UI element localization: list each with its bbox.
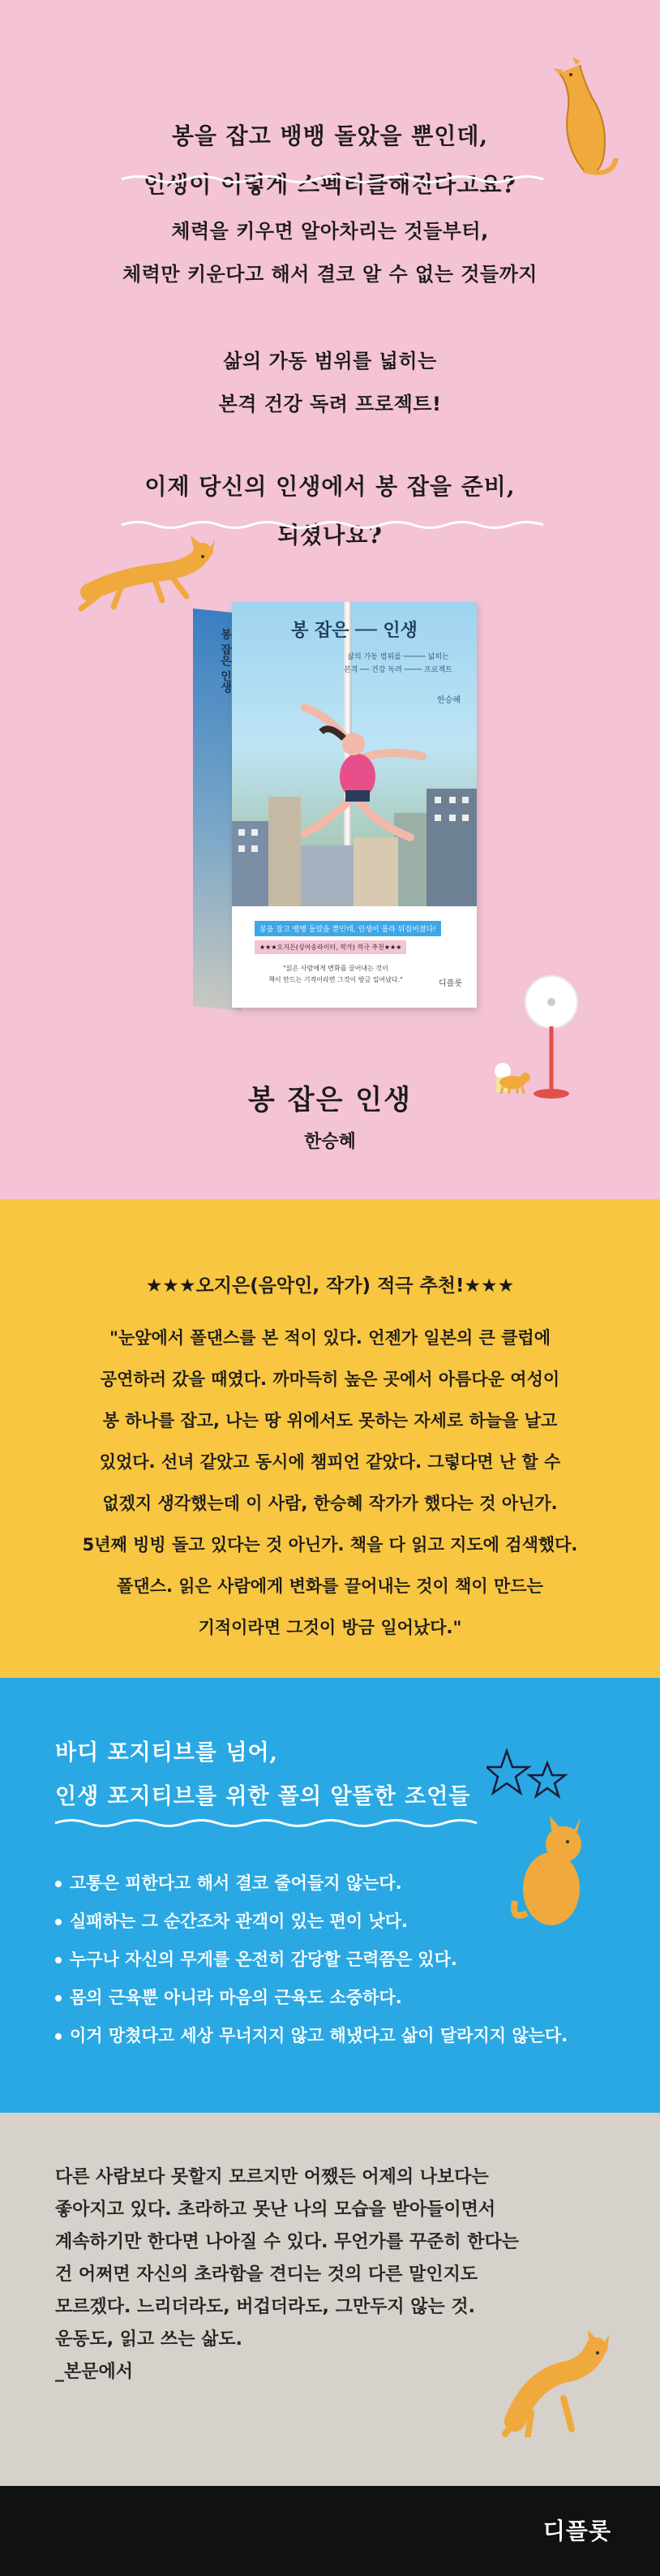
list-item xyxy=(55,2017,568,2055)
hero-cta-line: 이제 당신의 인생에서 봉 잡을 준비, xyxy=(144,473,516,500)
book-cover-title: 봉 잡은 ── 인생 xyxy=(291,620,418,641)
recommendation-quote-line: 5년째 빙빙 돌고 있다는 것 아닌가. 책을 다 읽고 지도에 검색했다. xyxy=(82,1535,578,1555)
bullet-icon xyxy=(55,1995,62,2002)
recommendation-header: ★★★오지은(음악인, 작가) 적극 추천!★★★ xyxy=(145,1275,515,1297)
advice-item-text: 고통은 피한다고 해서 결코 줄어들지 않는다. xyxy=(70,1873,402,1893)
hero-headline-line: 인생이 이렇게 스펙터클해진다고요? xyxy=(144,171,516,198)
bullet-icon xyxy=(55,2033,62,2040)
book-title: 봉 잡은 인생 xyxy=(248,1084,412,1116)
recommendation-quote-line: 폴댄스. 읽은 사람에게 변화를 끌어내는 것이 책이 만드는 xyxy=(117,1576,543,1596)
advice-item-text: 누구나 자신의 무게를 온전히 감당할 근력쯤은 있다. xyxy=(70,1950,457,1969)
excerpt-line: 운동도, 읽고 쓰는 삶도. xyxy=(55,2329,242,2350)
excerpt-line: 건 어쩌면 자신의 초라함을 견디는 것의 다른 말인지도 xyxy=(55,2264,478,2285)
list-item xyxy=(55,1903,568,1941)
book-band-publisher: 디플롯 xyxy=(439,979,462,988)
recommendation-quote-line: 봉 하나를 잡고, 나는 땅 위에서도 못하는 자세로 하늘을 날고 xyxy=(102,1411,558,1430)
book-band-badge: 봉을 잡고 뱅뱅 돌았을 뿐인데, 인생이 몰라 뒤집어졌다! xyxy=(255,921,441,936)
excerpt-line: 계속하기만 한다면 나아질 수 있다. 무언가를 꾸준히 한다는 xyxy=(55,2232,520,2252)
excerpt-section xyxy=(0,2113,660,2486)
list-item xyxy=(55,1979,568,2017)
hero-paragraph-line: 체력을 키우면 알아차리는 것들부터, xyxy=(171,220,489,243)
book-cover-subtitle-line: 본격 ── 건강 독려 ──── 프로젝트 xyxy=(344,666,452,674)
hero-headline-line: 봉을 잡고 뱅뱅 돌았을 뿐인데, xyxy=(171,123,489,149)
recommendation-section xyxy=(0,1199,660,1678)
advice-item-text: 몸의 근육뿐 아니라 마음의 근육도 소중하다. xyxy=(70,1988,402,2007)
recommendation-quote-line: 있었다. 선녀 같았고 동시에 챔피언 같았다. 그렇다면 난 할 수 xyxy=(99,1452,561,1472)
excerpt-source: _본문에서 xyxy=(55,2362,134,2382)
recommendation-quote-line: 없겠지 생각했는데 이 사람, 한승혜 작가가 했다는 것 아닌가. xyxy=(102,1494,558,1513)
book-band-quote-line: "읽은 사람에게 변화를 끌어내는 것이 xyxy=(283,965,388,972)
book-spine-title: 봉 잡은 인생 xyxy=(219,627,232,694)
hero-paragraph-line: 삶의 가동 범위를 넓히는 xyxy=(223,350,437,372)
hero-headline xyxy=(0,112,660,209)
hero-section xyxy=(0,0,660,1199)
advice-heading-line: 바디 포지티브를 넘어, xyxy=(55,1740,278,1765)
excerpt-line: 좋아지고 있다. 초라하고 못난 나의 모습을 받아들이면서 xyxy=(55,2200,496,2220)
book-cover-subtitle xyxy=(329,651,467,677)
cat-illustration xyxy=(73,527,219,617)
book-band-quote-line: 책이 만드는 기적이라면 그것이 방금 일어났다." xyxy=(268,976,403,983)
advice-item-text: 이거 망쳤다고 세상 무너지지 않고 해냈다고 삶이 달라지지 않는다. xyxy=(70,2026,568,2045)
excerpt-line: 다른 사람보다 못할지 모르지만 어쨌든 어제의 나보다는 xyxy=(55,2167,489,2187)
stars-doodle-icon xyxy=(486,1743,576,1816)
bullet-icon xyxy=(55,1957,62,1963)
list-item xyxy=(55,1864,568,1903)
hero-paragraph-line: 체력만 키운다고 해서 결코 알 수 없는 것들까지 xyxy=(122,263,538,286)
bullet-icon xyxy=(55,1881,62,1887)
hero-cta-line: 되셨나요? xyxy=(277,522,383,548)
bullet-icon xyxy=(55,1919,62,1925)
advice-heading-line: 인생 포지티브를 위한 폴의 알뜰한 조언들 xyxy=(55,1784,471,1809)
footer xyxy=(0,2486,660,2576)
book-band-badge: ★★★오지은(싱어송라이터, 작가) 적극 추천★★★ xyxy=(255,940,406,954)
underline-decoration xyxy=(55,1817,493,1829)
advice-section xyxy=(0,1678,660,2113)
pole-dancer-illustration xyxy=(281,699,443,862)
book-cover-subtitle-line: 삶의 가동 범위를 ───── 넓히는 xyxy=(347,653,449,661)
underline-decoration xyxy=(122,174,551,185)
recommendation-quote-line: 공연하러 갔을 때였다. 까마득히 높은 곳에서 아름다운 여성이 xyxy=(100,1370,560,1389)
cat-illustration xyxy=(499,2324,612,2437)
recommendation-quote-line: 기적이라면 그것이 방금 일어났다." xyxy=(198,1618,462,1637)
publisher-logo: 디플롯 xyxy=(542,2518,611,2544)
book-author: 한승혜 xyxy=(304,1131,356,1152)
advice-item-text: 실패하는 그 순간조차 관객이 있는 편이 낫다. xyxy=(70,1912,408,1931)
book-cover-author: 한승혜 xyxy=(437,696,461,705)
list-item xyxy=(55,1941,568,1979)
book-band xyxy=(232,906,477,1008)
book-band-quote xyxy=(255,963,417,986)
hero-paragraph-line: 본격 건강 독려 프로젝트! xyxy=(218,393,442,415)
excerpt-line: 모르겠다. 느리더라도, 버겁더라도, 그만두지 않는 것. xyxy=(55,2297,476,2317)
book-cover xyxy=(193,609,477,1006)
book-front-cover xyxy=(232,602,477,1008)
recommendation-quote-line: "눈앞에서 폴댄스를 본 적이 있다. 언젠가 일본의 큰 클럽에 xyxy=(109,1328,551,1348)
advice-list xyxy=(55,1864,568,2055)
